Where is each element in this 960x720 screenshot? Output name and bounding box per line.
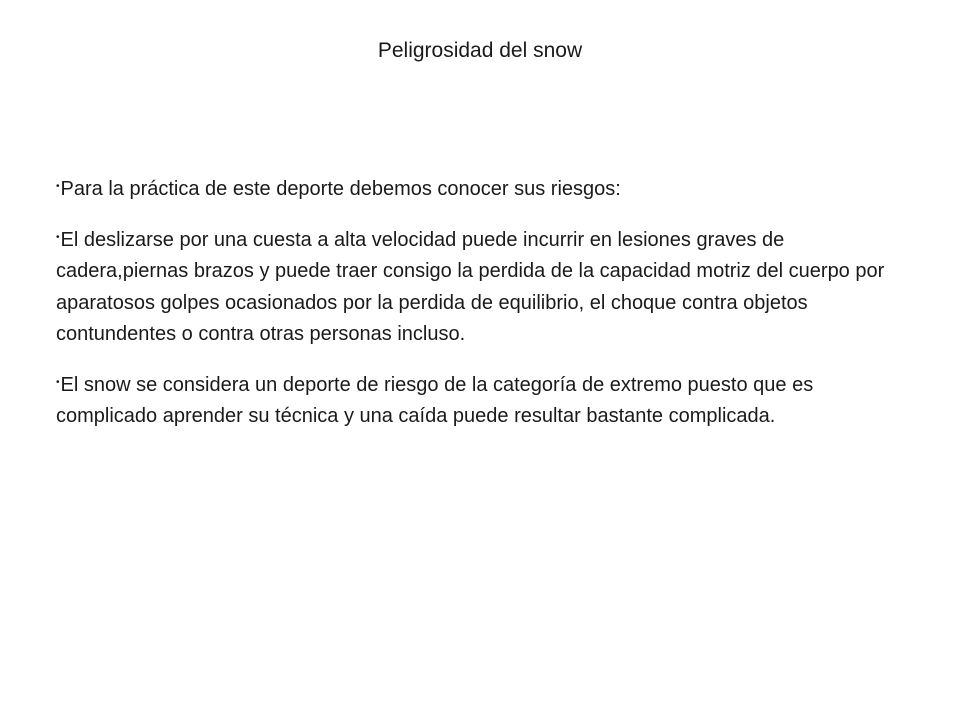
bullet-list: [56, 174, 906, 452]
bullet-text: El snow se considera un deporte de riesgo de la categoría de extremo puesto que es complicado aprender su técnica y una caída puede resultar bastante complicada.: [56, 373, 814, 427]
bullet-text: El deslizarse por una cuesta a alta velocidad puede incurrir en lesiones graves de cadera,piernas brazos y puede traer consigo la perdida de la capacidad motriz del cuerpo por aparatosos golpes ocasionados por la perdida de equilibrio, el choque contra objetos contundentes o contra otras personas incluso.: [56, 228, 885, 345]
bullet-item: [56, 225, 906, 351]
bullet-text: Para la práctica de este deporte debemos conocer sus riesgos:: [60, 178, 621, 200]
slide-title: Peligrosidad del snow: [377, 39, 583, 62]
bullet-icon: •: [56, 181, 60, 192]
bullet-item: [56, 174, 906, 206]
bullet-item: [56, 370, 906, 433]
bullet-icon: •: [56, 231, 60, 243]
bullet-icon: •: [56, 376, 60, 388]
